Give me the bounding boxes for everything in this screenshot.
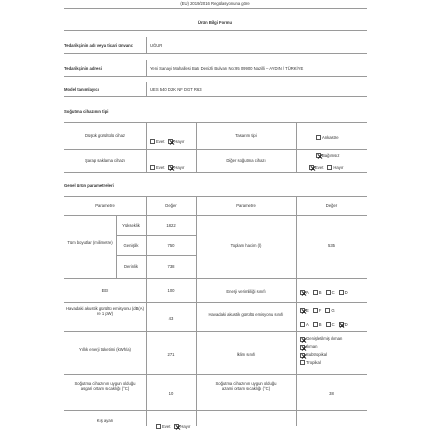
param-header-right: Parametre: [236, 203, 256, 208]
noise-class-c-checkbox[interactable]: [326, 322, 331, 327]
energy-class-e-checkbox[interactable]: [300, 308, 305, 313]
supplier-address-value: Yeni Sanayi Mahallesi Batı Denizli Bulvarı No:95 09900 Nazilli – AYDIN / TÜRKİYE: [150, 66, 304, 71]
energy-class-options: A B C D E F G: [300, 282, 366, 318]
energy-class-a-checkbox[interactable]: [300, 290, 305, 295]
low-noise-label: Düşük gürültülü cihaz: [84, 133, 126, 138]
noise-class-d-checkbox[interactable]: [339, 322, 344, 327]
eei-value: 100: [167, 288, 175, 293]
other-cooling-label: Diğer soğutma cihazı: [226, 158, 266, 163]
supplier-name-label: Tedarikçinin adı veya ticari ünvanı:: [64, 43, 134, 48]
climate-subtropical-checkbox[interactable]: [300, 353, 305, 358]
eei-label: EEI: [101, 288, 109, 293]
title-rule: [64, 30, 367, 31]
energy-class-label: Enerji verimliliği sınıfı: [226, 289, 266, 294]
low-noise-no-checkbox[interactable]: [168, 139, 173, 144]
energy-class-f-checkbox[interactable]: [313, 308, 318, 313]
regulation-note: (EU) 2019/2016 Regülasyonuna göre: [180, 1, 250, 6]
width-value: 750: [167, 243, 175, 248]
other-cooling-options: Evet Hayır: [309, 157, 347, 175]
model-value: UES 540 D2K NF DGT R63: [150, 87, 202, 92]
built-in-checkbox[interactable]: [316, 135, 321, 140]
annual-energy-label: Yıllık enerji tüketimi (kWh/a): [79, 347, 131, 352]
value-header-right: Değer: [325, 203, 338, 208]
climate-extended-temperate-checkbox[interactable]: [300, 337, 305, 342]
noise-label: Havadaki akustik gürültü emisyonu (dB(A) re 1 pW): [66, 306, 144, 316]
energy-class-g-checkbox[interactable]: [325, 308, 330, 313]
design-type-options: Ankastre Bağımsız: [316, 127, 343, 163]
supplier-name-value: UĞUR: [150, 43, 163, 48]
wine-storage-options: Evet Hayır: [150, 157, 188, 175]
energy-class-d-checkbox[interactable]: [339, 290, 344, 295]
appliance-type-title: Soğutma cihazının tipi: [64, 109, 109, 114]
height-value: 1822: [166, 223, 176, 228]
winter-no-checkbox[interactable]: [174, 424, 179, 429]
noise-class-options: A B C D: [300, 314, 352, 332]
climate-temperate-checkbox[interactable]: [300, 345, 305, 350]
total-volume-label: Toplam hacim (l): [230, 243, 262, 248]
depth-label: Derinlik: [124, 264, 138, 269]
depth-value: 738: [167, 264, 175, 269]
winter-yes-checkbox[interactable]: [156, 424, 161, 429]
height-label: Yükseklik: [122, 223, 140, 228]
energy-class-b-checkbox[interactable]: [313, 290, 318, 295]
form-title: Ürün Bilgi Formu: [197, 20, 233, 25]
noise-value: 43: [168, 316, 174, 321]
total-volume-value: 535: [328, 243, 335, 248]
max-temp-label: Soğutma cihazının uygun olduğu azami ortam sıcaklığı (°C): [215, 381, 277, 391]
energy-class-c-checkbox[interactable]: [326, 290, 331, 295]
winter-label: Kış ayarı: [96, 418, 114, 423]
annual-energy-value: 271: [167, 352, 175, 357]
other-no-checkbox[interactable]: [327, 165, 332, 170]
min-temp-label: Soğutma cihazının uygun olduğu asgari ortam sıcaklığı (°C): [74, 381, 136, 391]
min-temp-value: 10: [168, 391, 174, 396]
wine-storage-label: Şarap saklama cihazı: [84, 158, 126, 163]
model-label: Model tanımlayıcı: [64, 87, 99, 92]
supplier-address-label: Tedarikçinin adresi: [64, 66, 102, 71]
low-noise-yes-checkbox[interactable]: [150, 139, 155, 144]
param-header-left: Parametre: [95, 203, 115, 208]
winter-options: Evet Hayır: [156, 416, 194, 434]
width-label: Genişlik: [123, 243, 139, 248]
design-type-label: Tasarım tipi: [235, 133, 257, 138]
wine-yes-checkbox[interactable]: [150, 165, 155, 170]
dimensions-label: Tüm boyutlar (milimetre): [67, 240, 113, 245]
params-title: Genel ürün parametreleri: [64, 183, 114, 188]
noise-class-a-checkbox[interactable]: [300, 322, 305, 327]
header-rule: [64, 8, 367, 9]
max-temp-value: 38: [329, 391, 334, 396]
low-noise-options: Evet Hayır: [150, 131, 188, 149]
wine-no-checkbox[interactable]: [168, 165, 173, 170]
climate-tropical-checkbox[interactable]: [300, 360, 305, 365]
noise-class-label: Havadaki akustik gürültü emisyonu sınıfı: [208, 312, 284, 317]
other-yes-checkbox[interactable]: [309, 165, 314, 170]
value-header-left: Değer: [165, 203, 177, 208]
climate-label: İklim sınıfı: [236, 352, 256, 357]
noise-class-b-checkbox[interactable]: [313, 322, 318, 327]
climate-class-options: Genişletilmiş ılıman Ilıman Subtropikal Tropikal: [300, 335, 346, 366]
